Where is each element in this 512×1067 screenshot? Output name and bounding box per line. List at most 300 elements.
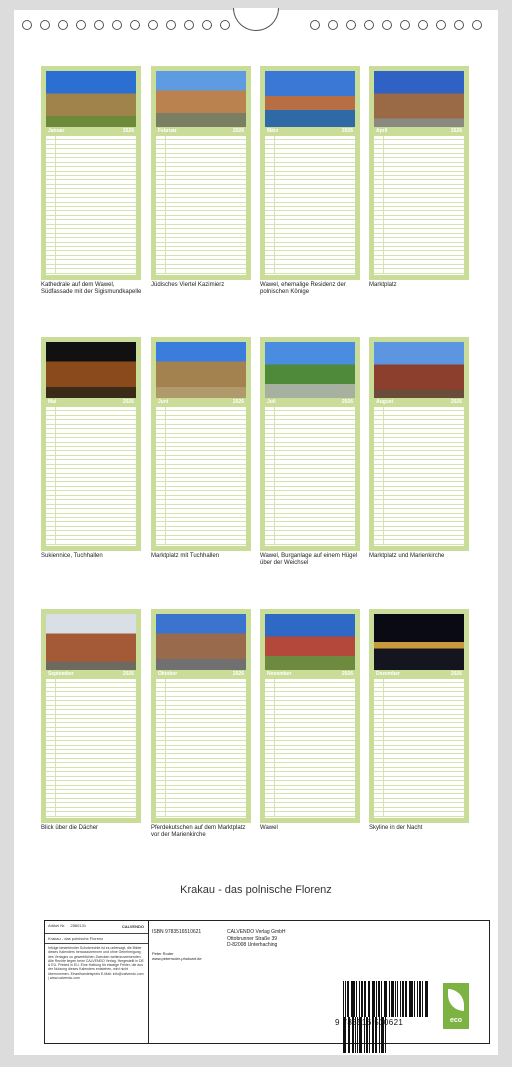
day-divider	[55, 754, 56, 757]
day-divider	[55, 777, 56, 780]
barcode-bar	[405, 981, 407, 1017]
barcode-number: 9 783516 510621	[335, 1018, 404, 1027]
day-divider	[383, 500, 384, 503]
day-divider	[165, 180, 166, 183]
day-divider	[165, 145, 166, 148]
day-divider	[383, 719, 384, 722]
binding-hole	[400, 20, 410, 30]
month-caption: Pferdekutschen auf dem Marktplatz vor der Marienkirche	[151, 825, 246, 838]
day-row	[156, 269, 246, 273]
barcode-bar	[389, 981, 390, 1017]
day-divider	[383, 728, 384, 731]
day-divider	[55, 411, 56, 414]
day-divider	[165, 456, 166, 459]
day-divider	[274, 759, 275, 762]
day-divider	[55, 794, 56, 797]
day-divider	[55, 163, 56, 166]
day-divider	[165, 203, 166, 206]
month-header	[374, 128, 464, 135]
day-divider	[274, 540, 275, 543]
day-divider	[165, 500, 166, 503]
day-divider	[55, 172, 56, 175]
day-divider	[274, 715, 275, 718]
day-divider	[274, 238, 275, 241]
day-divider	[165, 243, 166, 246]
day-divider	[55, 799, 56, 802]
day-divider	[274, 741, 275, 744]
day-divider	[383, 447, 384, 450]
publisher-address	[227, 929, 286, 949]
day-divider	[55, 265, 56, 268]
day-divider	[274, 808, 275, 811]
day-divider	[55, 509, 56, 512]
barcode-bar	[345, 981, 346, 1017]
day-divider	[165, 496, 166, 499]
day-divider	[383, 211, 384, 214]
day-divider	[55, 728, 56, 731]
day-grid	[156, 136, 246, 275]
day-divider	[274, 518, 275, 521]
day-divider	[165, 447, 166, 450]
day-divider	[274, 189, 275, 192]
day-divider	[55, 207, 56, 210]
day-divider	[165, 750, 166, 753]
day-divider	[274, 456, 275, 459]
month-header	[265, 399, 355, 406]
day-divider	[274, 812, 275, 815]
month-caption: Marktplatz	[369, 282, 397, 288]
day-divider	[55, 781, 56, 784]
day-divider	[165, 768, 166, 771]
day-divider	[55, 715, 56, 718]
day-divider	[274, 478, 275, 481]
day-divider	[274, 683, 275, 686]
day-divider	[383, 688, 384, 691]
day-divider	[274, 500, 275, 503]
month-header	[265, 128, 355, 135]
day-divider	[165, 536, 166, 539]
month-name: Juli	[267, 399, 276, 405]
month-photo	[265, 342, 355, 398]
ean-barcode	[335, 981, 435, 1027]
month-year: 2026	[450, 399, 462, 405]
day-divider	[274, 706, 275, 709]
day-grid	[156, 407, 246, 546]
day-divider	[55, 496, 56, 499]
day-divider	[383, 482, 384, 485]
barcode-bar	[395, 981, 396, 1017]
eco-label: eco	[449, 1017, 463, 1024]
month-caption: Kathedrale auf dem Wawel, Südfassade mit der Sigismundkapelle	[41, 282, 142, 295]
binding-hole	[148, 20, 158, 30]
day-divider	[383, 737, 384, 740]
day-divider	[274, 768, 275, 771]
day-row	[46, 540, 136, 544]
day-divider	[165, 140, 166, 143]
day-divider	[274, 679, 275, 682]
day-divider	[274, 514, 275, 517]
day-divider	[383, 207, 384, 210]
month-block	[260, 337, 360, 551]
day-divider	[165, 794, 166, 797]
binding-hole	[22, 20, 32, 30]
month-header	[374, 399, 464, 406]
day-divider	[274, 185, 275, 188]
day-divider	[383, 710, 384, 713]
month-photo	[46, 614, 136, 670]
day-divider	[383, 194, 384, 197]
day-divider	[383, 407, 384, 410]
day-divider	[274, 447, 275, 450]
month-year: 2026	[232, 671, 244, 677]
day-divider	[165, 269, 166, 272]
day-divider	[55, 451, 56, 454]
day-divider	[165, 434, 166, 437]
day-divider	[165, 451, 166, 454]
day-divider	[383, 145, 384, 148]
day-divider	[55, 692, 56, 695]
day-divider	[165, 425, 166, 428]
day-divider	[55, 460, 56, 463]
binding-hole	[346, 20, 356, 30]
day-divider	[383, 243, 384, 246]
day-divider	[274, 482, 275, 485]
barcode-bar	[372, 981, 375, 1017]
barcode-bar	[419, 981, 421, 1017]
day-divider	[383, 808, 384, 811]
day-divider	[165, 216, 166, 219]
day-divider	[55, 136, 56, 139]
day-divider	[274, 701, 275, 704]
month-photo	[46, 71, 136, 127]
month-photo	[265, 614, 355, 670]
day-divider	[383, 540, 384, 543]
day-divider	[55, 514, 56, 517]
day-divider	[383, 460, 384, 463]
day-divider	[55, 536, 56, 539]
day-divider	[274, 247, 275, 250]
day-divider	[55, 500, 56, 503]
barcode-bar	[364, 981, 366, 1017]
month-header	[156, 399, 246, 406]
article-row	[45, 921, 148, 934]
day-divider	[55, 149, 56, 152]
month-photo	[156, 71, 246, 127]
month-header	[156, 128, 246, 135]
day-divider	[274, 460, 275, 463]
day-divider	[165, 777, 166, 780]
day-divider	[165, 234, 166, 237]
day-divider	[55, 469, 56, 472]
day-divider	[274, 794, 275, 797]
day-divider	[165, 812, 166, 815]
day-divider	[274, 697, 275, 700]
binding-hole	[310, 20, 320, 30]
day-divider	[55, 234, 56, 237]
binding-hole	[220, 20, 230, 30]
day-divider	[274, 786, 275, 789]
binding-hole	[112, 20, 122, 30]
month-block	[151, 337, 251, 551]
barcode-bar	[381, 981, 382, 1017]
day-divider	[274, 732, 275, 735]
day-divider	[55, 741, 56, 744]
day-grid	[156, 679, 246, 818]
month-caption: Marktplatz und Marienkirche	[369, 553, 445, 559]
day-divider	[383, 679, 384, 682]
day-divider	[55, 176, 56, 179]
day-divider	[383, 505, 384, 508]
day-divider	[383, 763, 384, 766]
leaf-icon	[448, 989, 464, 1011]
day-divider	[55, 759, 56, 762]
day-divider	[165, 420, 166, 423]
author-website: www.peterroder-photoart.de	[152, 956, 202, 961]
day-divider	[274, 256, 275, 259]
day-divider	[383, 754, 384, 757]
day-divider	[55, 732, 56, 735]
day-divider	[55, 790, 56, 793]
day-divider	[165, 786, 166, 789]
day-divider	[55, 158, 56, 161]
publisher-street: Ottobrunner Straße 39	[227, 935, 278, 942]
day-divider	[383, 496, 384, 499]
day-divider	[383, 741, 384, 744]
binding-hole	[328, 20, 338, 30]
day-divider	[274, 536, 275, 539]
barcode-bar	[347, 981, 349, 1017]
day-divider	[55, 185, 56, 188]
day-divider	[55, 145, 56, 148]
day-divider	[383, 198, 384, 201]
barcode-bar	[352, 981, 355, 1017]
day-divider	[55, 211, 56, 214]
day-divider	[274, 176, 275, 179]
day-row	[374, 812, 464, 816]
month-header	[156, 671, 246, 678]
day-divider	[165, 737, 166, 740]
day-divider	[274, 180, 275, 183]
day-divider	[274, 198, 275, 201]
month-year: 2026	[450, 128, 462, 134]
day-divider	[274, 158, 275, 161]
day-divider	[55, 474, 56, 477]
day-divider	[165, 211, 166, 214]
day-divider	[165, 732, 166, 735]
calendar-page	[14, 10, 498, 1055]
day-divider	[274, 754, 275, 757]
day-divider	[165, 505, 166, 508]
day-divider	[55, 803, 56, 806]
day-divider	[383, 715, 384, 718]
day-divider	[55, 465, 56, 468]
day-divider	[55, 706, 56, 709]
day-grid	[265, 407, 355, 546]
day-divider	[165, 149, 166, 152]
day-divider	[383, 416, 384, 419]
day-grid	[46, 679, 136, 818]
day-divider	[274, 509, 275, 512]
day-divider	[55, 518, 56, 521]
day-divider	[383, 509, 384, 512]
day-divider	[55, 527, 56, 530]
imprint-left-column	[45, 921, 149, 1043]
day-divider	[274, 451, 275, 454]
day-divider	[274, 154, 275, 157]
day-divider	[55, 216, 56, 219]
day-divider	[383, 456, 384, 459]
day-divider	[274, 531, 275, 534]
month-year: 2026	[341, 399, 353, 405]
binding-hole	[58, 20, 68, 30]
day-divider	[165, 176, 166, 179]
day-divider	[165, 460, 166, 463]
day-divider	[55, 768, 56, 771]
day-row	[374, 540, 464, 544]
day-divider	[383, 158, 384, 161]
day-divider	[165, 697, 166, 700]
isbn: ISBN 9783516510621	[152, 929, 202, 935]
day-divider	[165, 527, 166, 530]
day-divider	[383, 247, 384, 250]
day-divider	[274, 469, 275, 472]
day-divider	[165, 803, 166, 806]
day-row	[46, 812, 136, 816]
day-row	[374, 269, 464, 273]
month-caption: Wawel, Burganlage auf einem Hügel über der Weichsel	[260, 553, 358, 566]
day-divider	[55, 482, 56, 485]
day-divider	[165, 746, 166, 749]
day-divider	[165, 723, 166, 726]
day-divider	[274, 429, 275, 432]
month-block	[41, 66, 141, 280]
day-divider	[165, 185, 166, 188]
month-header	[374, 671, 464, 678]
day-divider	[165, 194, 166, 197]
day-divider	[55, 256, 56, 259]
day-divider	[383, 167, 384, 170]
day-divider	[165, 482, 166, 485]
day-divider	[165, 692, 166, 695]
binding-hole	[202, 20, 212, 30]
hanger-cutout	[233, 8, 279, 31]
day-divider	[165, 518, 166, 521]
day-divider	[165, 229, 166, 232]
month-name: April	[376, 128, 388, 134]
day-divider	[383, 531, 384, 534]
binding-hole	[382, 20, 392, 30]
day-divider	[274, 474, 275, 477]
day-divider	[383, 803, 384, 806]
day-divider	[274, 496, 275, 499]
day-divider	[274, 434, 275, 437]
day-divider	[55, 679, 56, 682]
day-divider	[383, 136, 384, 139]
day-divider	[383, 518, 384, 521]
day-divider	[383, 536, 384, 539]
day-divider	[383, 189, 384, 192]
day-divider	[383, 683, 384, 686]
day-row	[265, 540, 355, 544]
day-divider	[165, 763, 166, 766]
day-divider	[274, 167, 275, 170]
day-divider	[383, 203, 384, 206]
month-photo	[265, 71, 355, 127]
day-divider	[165, 207, 166, 210]
barcode-bar	[378, 981, 380, 1017]
day-divider	[55, 750, 56, 753]
day-divider	[383, 723, 384, 726]
day-divider	[383, 229, 384, 232]
day-divider	[383, 697, 384, 700]
day-divider	[55, 487, 56, 490]
day-divider	[383, 220, 384, 223]
day-divider	[383, 238, 384, 241]
publisher-name: CALVENDO Verlag GmbH	[227, 929, 286, 935]
barcode-bar	[397, 981, 398, 1017]
day-divider	[55, 229, 56, 232]
day-divider	[274, 216, 275, 219]
day-divider	[274, 763, 275, 766]
month-name: Dezember	[376, 671, 400, 677]
month-header	[46, 671, 136, 678]
day-divider	[165, 172, 166, 175]
barcode-bar	[402, 981, 404, 1017]
day-divider	[383, 527, 384, 530]
day-divider	[274, 799, 275, 802]
day-divider	[383, 799, 384, 802]
day-divider	[165, 759, 166, 762]
day-row	[156, 540, 246, 544]
day-divider	[383, 701, 384, 704]
day-divider	[165, 781, 166, 784]
day-divider	[55, 456, 56, 459]
month-year: 2026	[122, 671, 134, 677]
month-name: Oktober	[158, 671, 178, 677]
day-divider	[55, 225, 56, 228]
day-divider	[165, 189, 166, 192]
binding-hole	[472, 20, 482, 30]
day-divider	[55, 429, 56, 432]
day-divider	[165, 154, 166, 157]
day-divider	[55, 140, 56, 143]
day-divider	[383, 225, 384, 228]
month-name: Januar	[48, 128, 65, 134]
month-name: Februar	[158, 128, 177, 134]
calendar-title: Krakau - das polnische Florenz	[180, 884, 332, 896]
month-block	[151, 609, 251, 823]
barcode-bar	[426, 981, 428, 1017]
day-divider	[274, 688, 275, 691]
day-divider	[274, 407, 275, 410]
day-divider	[165, 799, 166, 802]
day-divider	[274, 140, 275, 143]
imprint-box	[44, 920, 490, 1044]
day-divider	[55, 505, 56, 508]
day-row	[265, 812, 355, 816]
binding-hole	[130, 20, 140, 30]
day-divider	[383, 522, 384, 525]
barcode-bar	[369, 981, 370, 1017]
day-divider	[383, 706, 384, 709]
day-divider	[383, 176, 384, 179]
day-divider	[165, 514, 166, 517]
day-row	[46, 269, 136, 273]
day-divider	[383, 140, 384, 143]
day-divider	[274, 163, 275, 166]
day-divider	[383, 514, 384, 517]
publisher-city: D-82008 Unterhaching	[227, 942, 278, 948]
